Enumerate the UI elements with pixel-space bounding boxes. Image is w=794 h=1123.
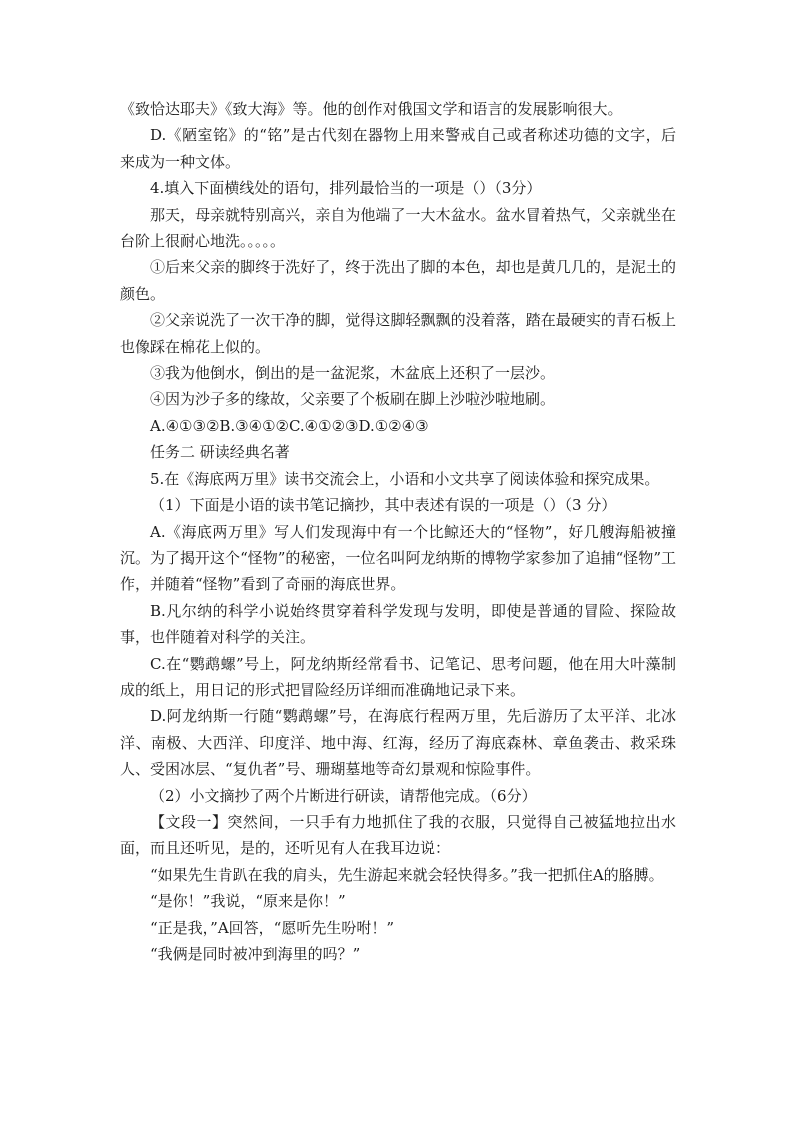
option-5-1-b: B.凡尔纳的科学小说始终贯穿着科学发现与发明，即使是普通的冒险、探险故事，也伴随着对科学的关注。 [120,601,676,647]
sentence-3: ③我为他倒水，倒出的是一盆泥浆，木盆底上还积了一层沙。 [150,364,556,383]
sentence-4: ④因为沙子多的缘故，父亲要了个板刷在脚上沙啦沙啦地刷。 [150,390,556,409]
task-2-heading: 任务二 研读经典名著 [150,443,290,462]
excerpt-1: 【文段一】突然间，一只手有力地抓住了我的衣服，只觉得自己被猛地拉出水面，而且还听见，是的，还听见有人在我耳边说： [120,812,676,858]
option-5-1-c: C.在“鹦鹉螺”号上，阿龙纳斯经常看书、记笔记、思考问题，他在用大叶藻制成的纸上，用日记的形式把冒险经历详细而准确地记录下来。 [120,654,676,699]
dialog-line-3: “正是我，”A回答，“愿听先生吩咐！” [150,918,395,937]
option-5-1-d: D.阿龙纳斯一行随“鹦鹉螺”号，在海底行程两万里，先后游历了太平洋、北冰洋、南极、大西洋、印度洋、地中海、红海，经历了海底森林、章鱼袭击、救采珠人、受困冰层、“复仇者”号、珊瑚墓地等奇幻景观和惊险事件。 [120,707,676,779]
paragraph-cont-c: 《致恰达耶夫》《致大海》等。他的创作对俄国文学和语言的发展影响很大。 [120,100,623,118]
document-page [120,96,676,967]
dialog-line-1: “如果先生肯趴在我的肩头，先生游起来就会轻快得多。”我一把抓住A的胳膊。 [150,865,664,884]
question-4-intro: 那天，母亲就特别高兴，亲自为他端了一大木盆水。盆水冒着热气，父亲就坐在台阶上很耐心地洗。。。。。 [120,205,676,251]
sentence-1: ①后来父亲的脚终于洗好了，终于洗出了脚的本色，却也是黄几几的，是泥土的颜色。 [120,258,676,303]
sentence-2: ②父亲说洗了一次干净的脚，觉得这脚轻飘飘的没着落，踏在最硬实的青石板上也像踩在棉花上似的。 [120,311,676,356]
dialog-line-4: “我俩是同时被冲到海里的吗？” [150,945,361,963]
question-5-1: （1）下面是小语的读书笔记摘抄，其中表述有误的一项是（）（3 分） [150,496,617,515]
question-4: 4.填入下面横线处的语句，排列最恰当的一项是（）（3分） [150,179,542,198]
question-5: 5.在《海底两万里》读书交流会上，小语和小文共享了阅读体验和探究成果。 [150,469,660,488]
question-4-options: A.④①③②B.③④①②C.④①②③D.①②④③ [150,416,429,435]
dialog-line-2: “是你！”我说，“原来是你！” [150,892,346,911]
question-5-2: （2）小文摘抄了两个片断进行研读，请帮他完成。（6分） [150,786,537,805]
option-3d: D.《陋室铭》的“铭”是古代刻在器物上用来警戒自己或者称述功德的文字，后来成为一种文体。 [120,126,676,171]
option-5-1-a: A.《海底两万里》写人们发现海中有一个比鲸还大的“怪物”，好几艘海船被撞沉。为了揭开这个“怪物”的秘密，一位名叫阿龙纳斯的博物学家参加了追捕“怪物”工作，并随着“怪物”看到了奇丽的海底世界。 [120,522,676,594]
